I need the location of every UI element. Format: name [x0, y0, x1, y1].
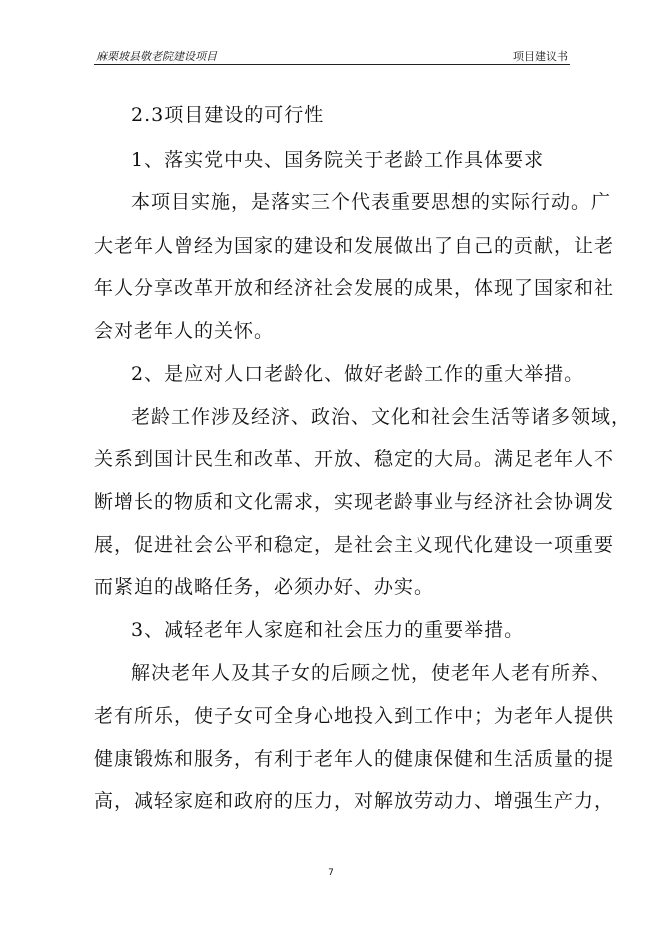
- subheading-2: 2、是应对人口老龄化、做好老龄工作的重大举措。: [131, 363, 585, 385]
- paragraph-line: 高，减轻家庭和政府的压力，对解放劳动力、增强生产力，: [94, 790, 615, 812]
- header-project-title: 麻栗坡县敬老院建设项目: [96, 50, 217, 63]
- page-header: [94, 44, 570, 65]
- paragraph-line: 断增长的物质和文化需求，实现老龄事业与经济社会协调发: [94, 491, 615, 513]
- paragraph-line: 大老年人曾经为国家的建设和发展做出了自己的贡献，让老: [94, 235, 615, 257]
- paragraph-line: 而紧迫的战略任务，必须办好、办实。: [94, 576, 435, 598]
- paragraph-line: 关系到国计民生和改革、开放、稳定的大局。满足老年人不: [94, 448, 615, 470]
- subheading-1: 1、落实党中央、国务院关于老龄工作具体要求: [131, 149, 545, 171]
- subheading-3: 3、减轻老年人家庭和社会压力的重要举措。: [131, 619, 525, 641]
- section-heading: 2.3项目建设的可行性: [131, 104, 325, 126]
- paragraph-line: 年人分享改革开放和经济社会发展的成果，体现了国家和社: [94, 277, 615, 299]
- paragraph-line: 老有所乐，使子女可全身心地投入到工作中；为老年人提供: [94, 705, 615, 727]
- paragraph-line: 健康锻炼和服务，有利于老年人的健康保健和生活质量的提: [94, 748, 615, 770]
- header-document-type: 项目建议书: [513, 50, 568, 63]
- paragraph-line: 本项目实施，是落实三个代表重要思想的实际行动。广: [131, 191, 612, 213]
- paragraph-line: 老龄工作涉及经济、政治、文化和社会生活等诸多领域，: [131, 406, 632, 428]
- paragraph-line: 展，促进社会公平和稳定，是社会主义现代化建设一项重要: [94, 534, 615, 556]
- paragraph-line: 解决老年人及其子女的后顾之忧，使老年人老有所养、: [131, 662, 612, 684]
- paragraph-line: 会对老年人的关怀。: [94, 320, 275, 342]
- page-number: 7: [328, 868, 334, 878]
